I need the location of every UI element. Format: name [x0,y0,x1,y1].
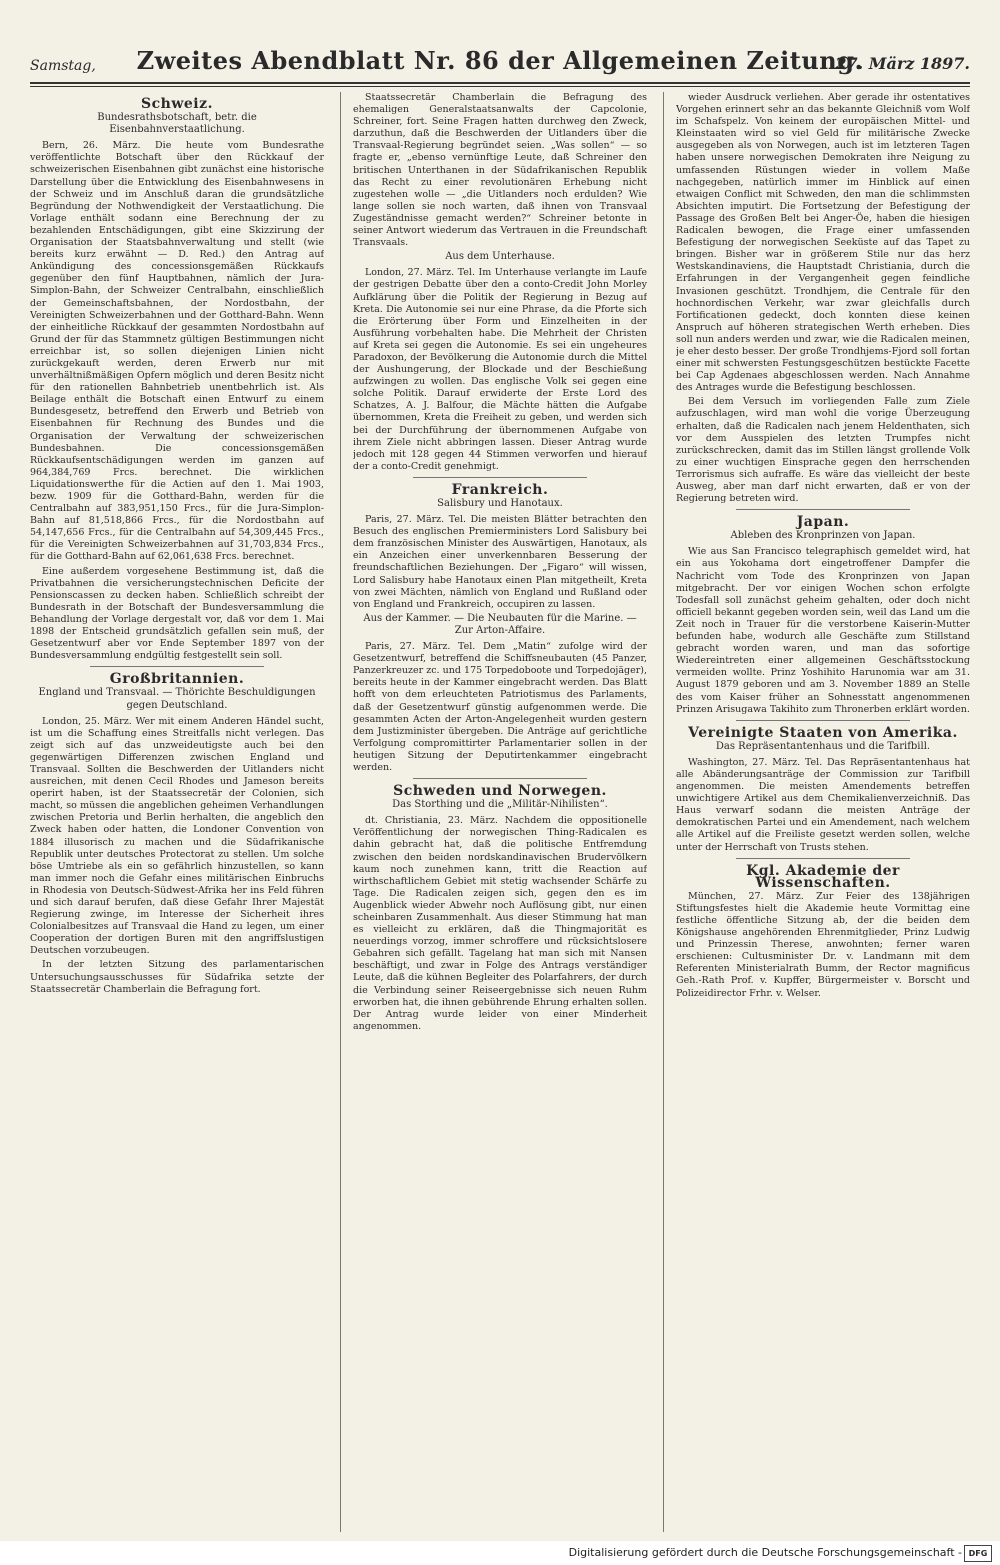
section-heading-grossbritannien: Großbritannien. [109,671,245,688]
section-divider [736,720,910,721]
article-paragraph: Paris, 27. März. Tel. Die meisten Blätter betrachten den Besuch des englischen Premierministers Lord Salisbury bei dem französischen Minister des Auswärtigen, Hanotaux, als ein Anzeichen einer unverkennbaren Besserung der freundschaftlichen Beziehungen. Der „Figaro“ will wissen, Lord Salisbury habe Hanotaux einen Plan mitgetheilt, Kreta von zwei Mächten, nämlich von England und Rußland oder von England und Frankreich, occupiren zu lassen. [353,514,647,610]
section-heading-schweiz: Schweiz. [141,96,213,112]
section-heading-vereinigte-staaten: Vereinigte Staaten von Amerika. [688,724,958,741]
section-heading-akademie: Kgl. Akademie der Wissenschaften. [746,862,900,891]
column-2 [353,92,647,1532]
article-subheading: Bundesrathsbotschaft, betr. die Eisenbahnverstaatlichung. [97,112,257,136]
column-divider [340,92,341,1532]
article-paragraph: London, 25. März. Wer mit einem Anderen Händel sucht, ist um die Schaffung eines Streitfalls nicht verlegen. Das zeigt sich auf das unzweideutigste auch bei den gegenwärtigen Differenzen zwischen England und Transvaal. Sollten die Beschwerden der Uitlanders nicht ausreichen, mit denen Cecil Rhodes und Jameson bereits operirt haben, ist der Staatssecretär der Colonien, sich macht, so müssen die angeblichen geheimen Verhandlungen zwischen Pretoria und Berlin herhalten, die angeblich den Zweck haben oder hatten, die Londoner Convention von 1884 illusorisch zu machen und die Südafrikanische Republik unter deutsches Protectorat zu stellen. Um solche böse Umtriebe als ein so gefährlich hinzustellen, so kann man immer noch die Gefahr eines militärischen Einbruchs in Rhodesia von Deutsch-Südwest-Afrika her ins Feld führen und sich darauf berufen, daß diese Gefahr Ihrer Majestät Regierung zwinge, im Interesse der Sicherheit ihres Colonialbesitzes auf Transvaal die Hand zu legen, um einer Cooperation der dortigen Buren mit den angriffslustigen Deutschen vorzubeugen. [30,715,324,957]
column-1 [30,92,324,1532]
section-divider [90,666,264,667]
dfg-logo-icon: DFG [964,1545,992,1562]
article-paragraph: München, 27. März. Zur Feier des 138jährigen Stiftungsfestes hielt die Akademie heute Vormittag eine festliche öffentliche Sitzung ab, der die beiden dem Königshause angehörenden Ehrenmitglieder, Prinz Ludwig und Prinzessin Therese, anwohnten; ferner waren erschienen: Cultusminister Dr. v. Landmann mit dem Referenten Ministerialrath Bumm, der Rector magnificus Geh.-Rath Prof. v. Kupffer, Bürgermeister v. Borscht und Polizeidirector Frhr. v. Welser. [676,890,970,999]
article-paragraph: Bern, 26. März. Die heute vom Bundesrathe veröffentlichte Botschaft über den Rückkauf der schweizerischen Eisenbahnen gibt zunächst eine historische Darstellung über die Entwicklung des Eisenbahnwesens in der Schweiz und im Anschluß daran die grundsätzliche Begründung der Nothwendigkeit der Verstaatlichung. Die Vorlage enthält sodann eine Berechnung der zu bezahlenden Entschädigungen, gibt eine Skizzirung der Organisation der Staatsbahnverwaltung und stellt (wie bereits kurz erwähnt — D. Red.) den Antrag auf Ankündigung des concessionsgemäßen Rückkaufs gegenüber den fünf Hauptbahnen, nämlich der Jura-Simplon-Bahn, der Schweizer Centralbahn, einschließlich der Gemeinschaftsbahnen, der Nordostbahn, der Vereinigten Schweizerbahnen und der Gotthard-Bahn. Wenn der einheitliche Rückkauf der gesammten Nordostbahn auf Grund der für das Stammnetz gültigen Bestimmungen nicht erreichbar ist, so sollen diejenigen Linien nicht zurückgekauft werden, deren Erwerb nur mit unverhältnißmäßigen Opfern möglich und deren Besitz nicht für den rationellen Bahnbetrieb unentbehrlich ist. Als Beilage enthält die Botschaft einen Entwurf zu einem Bundesgesetz, betreffend den Erwerb und Betrieb von Eisenbahnen für Rechnung des Bundes und die Organisation der Verwaltung der schweizerischen Bundesbahnen. Die concessionsgemäßen Rückkaufsentschädigungen werden im ganzen auf 964,384,769 Frcs. berechnet. Die wirklichen Liquidationswerthe für die Actien auf den 1. Mai 1903, bezw. 1909 für die Gotthard-Bahn, werden für die Centralbahn auf 383,951,150 Frcs., für die Jura-Simplon-Bahn auf 81,518,866 Frcs., für die Nordostbahn auf 54,147,656 Frcs., für die Centralbahn auf 54,309,445 Frcs., für die Vereinigten Schweizerbahnen auf 31,703,834 Frcs., für die Gotthard-Bahn auf 62,061,638 Frcs. berechnet. [30,140,324,563]
masthead-day: Samstag, [30,58,96,74]
column-3 [676,92,970,1532]
masthead-rule-thin [30,86,970,87]
article-paragraph: Eine außerdem vorgesehene Bestimmung ist, daß die Privatbahnen die versicherungstechnischen Deficite der Pensionscassen zu decken haben. Schließlich schreibt der Bundesrath in der Botschaft der Bundesversammlung die Behandlung der Vorlage dergestalt vor, daß vor dem 1. Mai 1898 der Entscheid grundsätzlich gefallen sein muß, der Gesetzentwurf aber vor Ende September 1897 von der Bundesversammlung endgültig festgestellt sein soll. [30,565,324,662]
column-divider [663,92,664,1532]
section-heading-japan: Japan. [796,514,850,531]
article-paragraph: Washington, 27. März. Tel. Das Repräsentantenhaus hat alle Abänderungsanträge der Commission zur Tarifbill angenommen. Die meisten Amendements betreffen unwichtigere Artikel aus dem Chemikalienverzeichniß. Das Haus verwarf sodann die meisten Anträge der demokratischen Partei und ein Amendement, nach welchem alle Artikel auf die Freiliste gesetzt werden sollen, welche unter der Herrschaft von Trusts stehen. [676,756,970,853]
section-heading-frankreich: Frankreich. [451,481,549,498]
article-paragraph: wieder Ausdruck verliehen. Aber gerade ihr ostentatives Vorgehen erinnert sehr an das bekannte Gleichniß vom Wolf im Schafspelz. Von keinem der europäischen Mittel- und Kleinstaaten wird so viel Geld für militärische Zwecke ausgegeben als von Norwegen, auch ist im letzteren Tagen haben unsere norwegischen Demokraten ihre Neigung zu umfassenden Rüstungen wieder in vollem Maße nachgegeben, natürlich immer im Hinblick auf einen etwaigen Conflict mit Schweden, den man die schlimmsten Absichten imputirt. Die Fortsetzung der Befestigung der Passage des Großen Belt bei Anger-Öe, haben die hiesigen Radicalen bewogen, die Frage einer umfassenden Befestigung der norwegischen Seeküste auf das Tapet zu bringen. Bisher war in größerem Stile nur das herz Westskandinaviens, die Hauptstadt Christiania, durch die Erfahrungen in der Vergangenheit gegen feindliche Invasionen geschützt. Trondhjem, die Centrale für den hochnordischen Verkehr, war zwar gleichfalls durch Fortificationen gedeckt, doch konnten diese keinen Anspruch auf höheren strategischen Werth erheben. Dies soll nun anders werden und zwar, wie die Radicalen meinen, je eher desto besser. Der große Trondhjems-Fjord soll fortan einer mit schwersten Festungsgeschützen bestückte Facette bei Cap Agdenaes abgeschlossen werden. Nach Annahme des Antrages wurde die Befestigung beschlossen. [676,92,970,394]
section-divider [413,778,587,779]
article-subheading: England und Transvaal. — Thörichte Beschuldigungen gegen Deutschland. [38,687,316,711]
article-subheading: Das Repräsentantenhaus und die Tarifbill. [715,740,931,752]
article-paragraph: dt. Christiania, 23. März. Nachdem die oppositionelle Veröffentlichung der norwegischen Thing-Radicalen es dahin gebracht hat, daß die politische Entfremdung zwischen den beiden nordskandinavischen Brudervölkern kaum noch zunehmen kann, tritt die Reaction auf wirthschaftlichem Gebiet mit stetig wachsender Schärfe zu Tage. Die Radicalen zeigen sich, gegen den es im Augenblick wieder Abwehr noch Auflösung gibt, nur einen scheinbaren Zusammenhalt. Aus dieser Stimmung hat man es vielleicht zu erklären, daß die Thingmajorität es neuerdings vorzog, immer schroffere und rücksichtslosere Gebahren sich gefällt. Tagelang hat man sich mit Nansen beschäftigt, und zwar in Folge des Antrags verständiger Leute, daß die kühnen Begleiter des Polarfahrers, der durch die Verbindung seiner Reiseergebnisse sich neuen Ruhm erworben hat, die ihnen gebührende Ehrung erhalten sollen. Der Antrag wurde leider von einer Minderheit angenommen. [353,815,647,1032]
article-subheading: Ableben des Kronprinzen von Japan. [730,530,916,542]
article-subheading: Salisbury und Hanotaux. [437,498,563,509]
masthead [30,46,970,76]
article-paragraph: Staatssecretär Chamberlain die Befragung des ehemaligen Generalstaatsanwalts der Capcolonie, Schreiner, fort. Seine Fragen hatten durchweg den Zweck, darzuthun, daß die Beschwerden der Uitlanders über die Transvaal-Regierung begründet seien. „Was sollen“ — so fragte er, „ebenso vernünftige Leute, daß Schreiner den britischen Unterthanen in der Südafrikanischen Republik das Recht zu einer revolutionären Erhebung nicht zugestehen wolle — „die Uitlanders noch erdulden? Wie lange sollen sie noch warten, daß ihnen von Transvaal Zugeständnisse gemacht werden?“ Schreiner betonte in seiner Antwort wiederum das Vertrauen in die Freundschaft Transvaals. [353,92,647,249]
article-subheading: Das Storthing und die „Militär-Nihilisten“. [392,799,608,811]
article-paragraph: Paris, 27. März. Tel. Dem „Matin“ zufolge wird der Gesetzentwurf, betreffend die Schiffsneubauten (45 Panzer, Panzerkreuzer zc. und 175 Torpedoboote und Torpedojäger), bereits heute in der Kammer eingebracht werden. Das Blatt hofft von dem erleuchteten Patriotismus des Parlaments, daß der Gesetzentwurf günstig aufgenommen werde. Die gesammten Acten der Arton-Angelegenheit wurden gestern dem Justizminister übergeben. Die Anträge auf gerichtliche Verfolgung compromittirter Parlamentarier sollen in der heutigen Sitzung der Deputirtenkammer eingebracht werden. [353,641,647,773]
digitization-footer [0,1541,1000,1565]
masthead-date: 27. März 1897. [835,54,970,73]
section-divider [413,477,587,478]
masthead-rule [30,82,970,84]
masthead-title: Zweites Abendblatt Nr. 86 der Allgemeinen Zeitung. [136,46,864,75]
section-divider [736,509,910,510]
footer-credit: Digitalisierung gefördert durch die Deutsche Forschungsgemeinschaft - [568,1546,962,1559]
article-subheading: Aus dem Unterhause. [445,251,555,263]
article-paragraph: Bei dem Versuch im vorliegenden Falle zum Ziele aufzuschlagen, wird man wohl die vorige Überzeugung erhalten, daß die Radicalen nach jenem Heldenthaten, sich vor dem Ausspielen des letzten Trumpfes nicht zurückschrecken, damit das im Stillen längst grollende Volk zu einer wuchtigen Einsprache gegen den herrschenden Terrorismus sich aufraffe. Es wäre das vielleicht der beste Ausweg, aber man darf nicht erwarten, daß er von der Regierung betreten wird. [676,396,970,505]
article-paragraph: Wie aus San Francisco telegraphisch gemeldet wird, hat ein aus Yokohama dort eingetroffener Dampfer die Nachricht vom Tode des Kronprinzen von Japan mitgebracht. Der vor einigen Wochen schon erfolgte Todesfall soll zunächst geheim gehalten, oder doch nicht officiell bekannt gegeben worden sein, weil das Land um die Zeit noch in Trauer für die verstorbene Kaiserin-Mutter befunden habe, wodurch alle Geschäfte zum Stillstand gebracht worden waren, und man das sofortige Wiedereintreten einer allgemeinen Geschäftsstockung vermeiden wollte. Prinz Yoshihito Harunomia war am 31. August 1879 geboren und am 3. November 1889 an Stelle des vom Kaiser früher an Sohnesstatt angenommenen Prinzen Arisugawa Takihito zum Thronerben erklärt worden. [676,546,970,715]
section-heading-schweden-norwegen: Schweden und Norwegen. [393,783,607,800]
section-divider [736,858,910,859]
article-paragraph: London, 27. März. Tel. Im Unterhause verlangte im Laufe der gestrigen Debatte über den a conto-Credit John Morley Aufklärung über die Politik der Regierung in Bezug auf Kreta. Die Autonomie sei nur eine Phrase, da die Pforte sich die Erörterung über Form und Einzelheiten in der Ausführung vorbehalten habe. Die Mehrheit der Christen auf Kreta sei gegen die Autonomie. Es sei ein ungeheures Paradoxon, der Bevölkerung die Autonomie durch die Mittel der Aushungerung, der Blockade und der Beschießung aufzwingen zu wollen. Das englische Volk sei gegen eine solche Politik. Darauf erwiderte der Erste Lord des Schatzes, A. J. Balfour, die Mächte hätten die Aufgabe übernommen, Kreta die Freiheit zu geben, und werden sich bei der Durchführung der übernommenen Aufgabe von ihrem Ziele nicht abbringen lassen. Dieser Antrag wurde jedoch mit 128 gegen 44 Stimmen verworfen und hierauf der a conto-Credit genehmigt. [353,267,647,472]
article-paragraph: In der letzten Sitzung des parlamentarischen Untersuchungsausschusses für Südafrika setzte der Staatssecretär Chamberlain die Befragung fort. [30,959,324,995]
article-subheading: Aus der Kammer. — Die Neubauten für die Marine. — Zur Arton-Affaire. [363,612,637,636]
